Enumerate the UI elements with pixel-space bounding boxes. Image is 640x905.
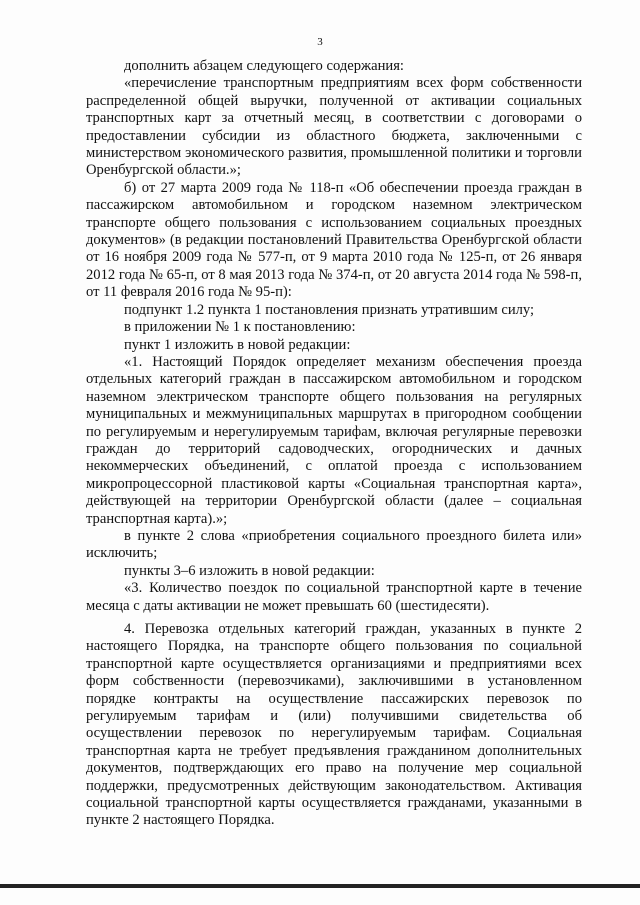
paragraph-point-2-amend: в пункте 2 слова «приобретения социального проездного билета или» исключить; <box>86 527 582 562</box>
paragraph-resolution-118p: б) от 27 марта 2009 года № 118-п «Об обеспечении проезда граждан в пассажирском автомобильном и городском наземном электрическом транспорте общего пользования с использованием социальных проездных документов» (в редакции постановлений Правительства Оренбургской области от 16 ноября 2009 года № 577-п, от 9 марта 2010 года № 125-п, от 26 января 2012 года № 65-п, от 8 мая 2013 года № 374-п, от 20 августа 2014 года № 598-п, от 11 февраля 2016 года № 95-п): <box>86 179 582 301</box>
bottom-edge-line <box>0 884 640 888</box>
paragraph-point-1-new: пункт 1 изложить в новой редакции: <box>124 336 351 353</box>
paragraph-points-3-6: пункты 3–6 изложить в новой редакции: <box>124 562 375 579</box>
paragraph-revenue-transfer: «перечисление транспортным предприятиям всех форм собственности распределенной общей выручки, полученной от активации социальных транспортных карт за отчетный месяц, в соответствии с договорами о предоставлении субсидии из областного бюджета, заключенными с министерством экономического развития, промышленной политики и торговли Оренбургской области.»; <box>86 75 582 179</box>
document-body <box>86 58 582 830</box>
paragraph-carriage-rules: 4. Перевозка отдельных категорий граждан, указанных в пункте 2 настоящего Порядка, на транспорте общего пользования по социальной транспортной карте осуществляется организациями и предприятиями всех форм собственности (перевозчиками), заключившими в установленном порядке контракты на осуществление пассажирских перевозок по регулируемым тарифам и (или) получившими свидетельства об осуществлении перевозок по нерегулируемым тарифам. Социальная транспортная карта не требует предъявления гражданином дополнительных документов, подтверждающих его право на получение мер социальной поддержки, предусмотренных действующим законодательством. Активация социальной транспортной карты осуществляется гражданами, указанными в пункте 2 настоящего Порядка. <box>86 621 582 829</box>
paragraph-supplement-intro: дополнить абзацем следующего содержания: <box>124 58 404 74</box>
paragraph-procedure-scope: «1. Настоящий Порядок определяет механизм обеспечения проезда отдельных категорий граждан в пассажирском автомобильном и городском наземном электрическом транспорте общего пользования на регулярных муниципальных и межмуниципальных маршрутах в пригородном сообщении по регулируемым и нерегулируемым тарифам, включая регулярные перевозки граждан до территорий садоводческих, огороднических и дачных некоммерческих объединений, с оплатой проезда с использованием микропроцессорной пластиковой карты «Социальная транспортная карта», действующей на территории Оренбургской области (далее – социальная транспортная карта).»; <box>86 353 582 527</box>
paragraph-trip-limit: «3. Количество поездок по социальной транспортной карте в течение месяца с даты активации не может превышать 60 (шестидесяти). <box>86 580 582 614</box>
paragraph-subpoint-repeal: подпункт 1.2 пункта 1 постановления признать утратившим силу; <box>124 301 535 318</box>
page-number: 3 <box>317 36 323 48</box>
paragraph-appendix-1: в приложении № 1 к постановлению: <box>124 319 356 336</box>
